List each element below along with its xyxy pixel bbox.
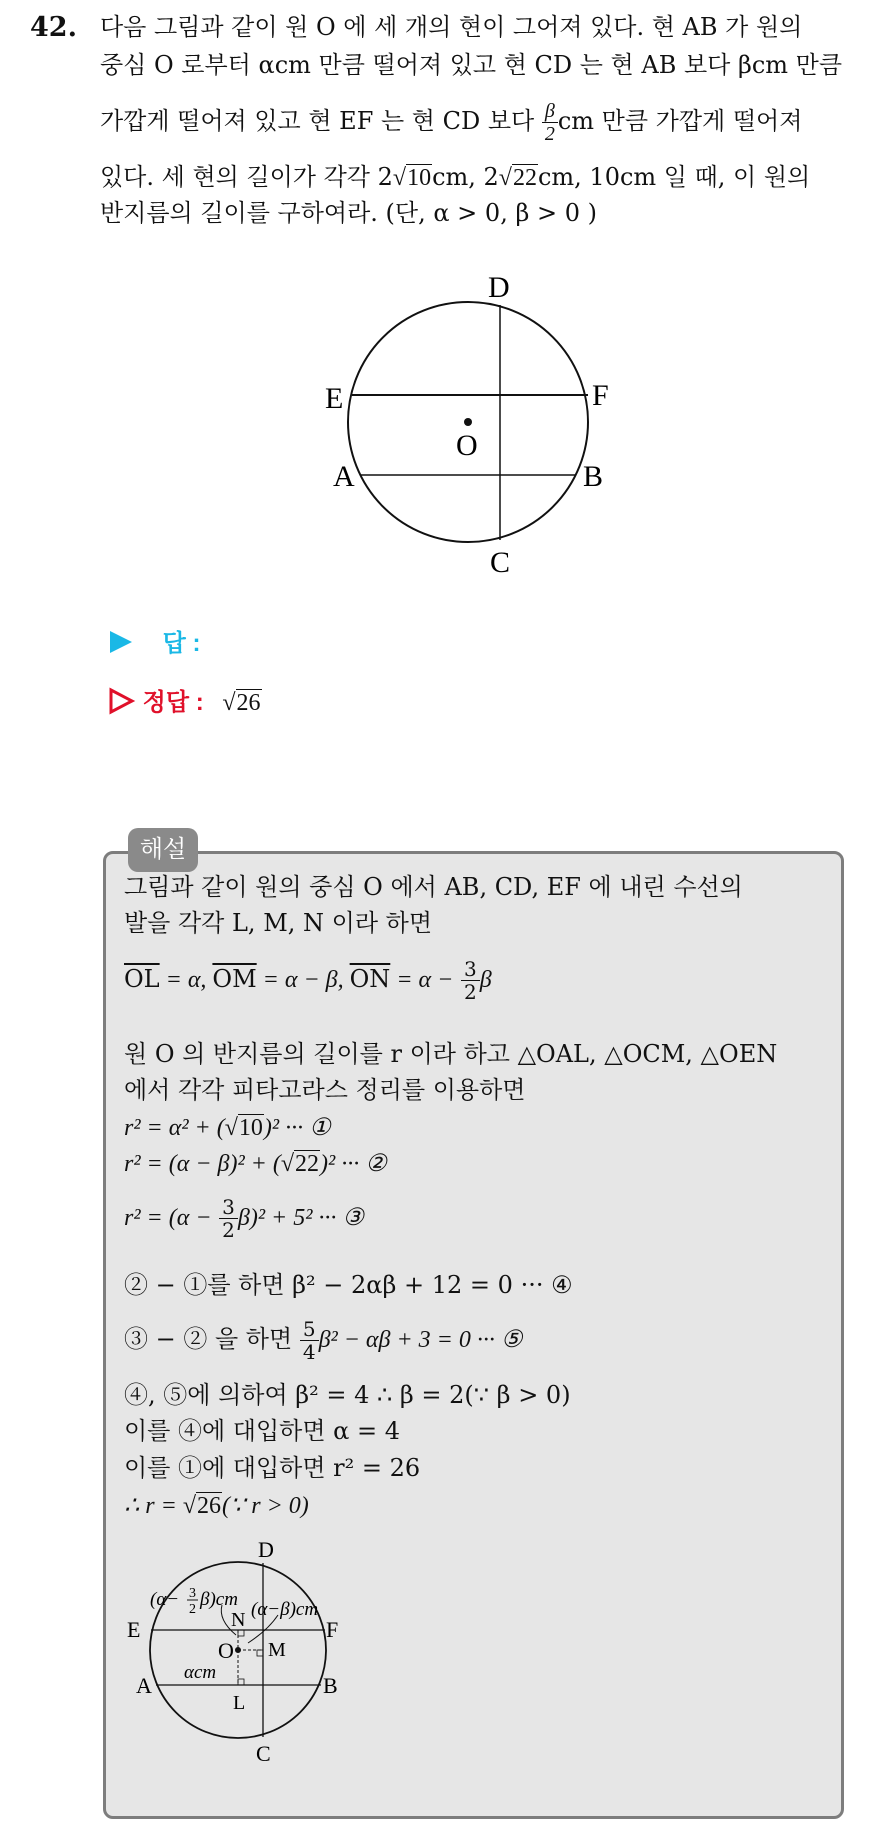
frac-num: 3 — [461, 958, 480, 981]
sqrt-radicand: 10 — [238, 1115, 263, 1141]
frac-den: 2 — [463, 980, 477, 1004]
right-angle-m — [257, 1650, 263, 1656]
label-o: O — [456, 429, 478, 462]
solution-line-2: 발을 각각 L, M, N 이라 하면 — [124, 909, 433, 937]
sqrt-10: √10 — [224, 1115, 263, 1141]
answer-prompt-label: 답 : — [162, 630, 201, 657]
solution-tag: 해설 — [128, 828, 198, 872]
label-c: C — [490, 546, 511, 579]
label-n: N — [231, 1609, 246, 1631]
question-line-3 — [100, 100, 802, 145]
label-en-distance-post: β)cm — [200, 1589, 238, 1610]
label-d: D — [258, 1537, 274, 1562]
solution-line-12: 이를 ④에 대입하면 α = 4 — [124, 1417, 401, 1445]
s14-a: ∴ r = — [124, 1493, 177, 1519]
center-point — [235, 1647, 241, 1653]
label-ol-distance: αcm — [184, 1662, 217, 1683]
label-c: C — [256, 1741, 271, 1766]
sqrt-22: √22 — [498, 165, 537, 191]
question-line-5: 반지름의 길이를 구하여라. (단, α > 0, β > 0 ) — [100, 199, 597, 227]
fraction-five-quarters — [300, 1318, 319, 1363]
solution-line-3 — [124, 958, 492, 1003]
label-f: F — [592, 379, 609, 412]
eq2-b: )² ··· ② — [320, 1151, 387, 1177]
equation-5 — [124, 1318, 522, 1363]
correct-answer-label: 정답 : — [142, 689, 204, 716]
sqrt-radicand: 10 — [407, 165, 432, 191]
label-a: A — [136, 1673, 152, 1698]
label-l: L — [233, 1692, 246, 1714]
eq5-b: β² − αβ + 3 = 0 ··· ⑤ — [318, 1327, 523, 1353]
question-line-2: 중심 O 로부터 αcm 만큼 떨어져 있고 현 CD 는 현 AB 보다 βcm 만큼 — [100, 51, 843, 79]
sqrt-22: √22 — [280, 1151, 320, 1177]
label-e: E — [127, 1617, 141, 1642]
fraction-three-halves — [461, 958, 480, 1003]
label-d: D — [488, 271, 510, 304]
label-om-distance: (α−β)cm — [251, 1599, 319, 1620]
question-number: 42. — [30, 12, 77, 43]
s3d: = α − β, — [256, 967, 350, 993]
question-line-1: 다음 그림과 같이 원 O 에 세 개의 현이 그어져 있다. 현 AB 가 원의 — [100, 13, 803, 41]
frac-num: β — [542, 100, 558, 123]
label-en-frac-num: 3 — [189, 1586, 196, 1601]
play-triangle-icon — [108, 629, 134, 655]
fraction-three-halves — [219, 1196, 238, 1241]
sqrt-radicand: 22 — [512, 165, 537, 191]
solution-circle-figure — [118, 1535, 378, 1770]
q4-pre: 있다. 세 현의 길이가 각각 2 — [100, 163, 393, 191]
frac-den: 2 — [222, 1218, 235, 1242]
solution-line-13: 이를 ①에 대입하면 r² = 26 — [124, 1454, 421, 1482]
q4-post: cm, 10cm 일 때, 이 원의 — [537, 163, 811, 191]
solution-line-5: 에서 각각 피타고라스 정리를 이용하면 — [124, 1076, 526, 1104]
eq2-a: r² = (α − β)² + ( — [124, 1151, 281, 1177]
eq1-b: )² ··· ① — [263, 1115, 331, 1141]
sqrt-10: √10 — [392, 165, 432, 191]
question-line-3-post: cm 만큼 가깝게 떨어져 — [557, 107, 803, 135]
s3g: β — [479, 967, 492, 993]
label-a: A — [333, 460, 355, 493]
seg-on: $\overline{ON}$ — [349, 965, 391, 993]
seg-ol: $\overline{OL}$ — [124, 965, 160, 993]
equation-1 — [124, 1110, 331, 1145]
solution-line-1 — [124, 870, 743, 904]
s14-b: (∵ r > 0) — [221, 1493, 309, 1519]
solution-line-14 — [124, 1488, 309, 1523]
label-e: E — [325, 382, 344, 415]
label-en-frac-den: 2 — [189, 1602, 196, 1617]
label-b: B — [323, 1673, 338, 1698]
question-line-3-pre: 가깝게 떨어져 있고 현 EF 는 현 CD 보다 — [100, 107, 535, 135]
seg-om: $\overline{OM}$ — [212, 965, 257, 993]
sqrt-radicand: 26 — [236, 690, 261, 716]
s3b: = α, — [159, 967, 213, 993]
label-f: F — [326, 1617, 339, 1642]
right-angle-l — [238, 1679, 244, 1685]
fraction-beta-half — [542, 100, 558, 145]
frac-den: 4 — [302, 1340, 316, 1364]
solution-line-11: ④, ⑤에 의하여 β² = 4 ∴ β = 2(∵ β > 0) — [124, 1381, 571, 1409]
s1: 그림과 같이 원의 중심 O 에서 AB, CD, EF 에 내린 수선의 — [124, 873, 743, 901]
correct-answer-row — [108, 682, 262, 717]
center-point — [464, 418, 472, 426]
question-line-4 — [100, 160, 810, 195]
circle-figure — [320, 265, 630, 585]
outline-triangle-icon — [108, 687, 136, 715]
sqrt-radicand: 26 — [196, 1493, 221, 1519]
equation-2 — [124, 1146, 387, 1181]
sqrt-26: √26 — [182, 1493, 221, 1519]
eq3-b: β)² + 5² ··· ③ — [237, 1205, 364, 1231]
label-m: M — [268, 1639, 286, 1661]
label-o: O — [218, 1638, 234, 1663]
eq5-a: ③ − ② 을 하면 — [124, 1325, 293, 1353]
solution-line-4: 원 O 의 반지름의 길이를 r 이라 하고 △OAL, △OCM, △OEN — [124, 1040, 778, 1068]
eq1-a: r² = α² + ( — [124, 1115, 225, 1141]
s3f: = α − — [390, 967, 454, 993]
label-en-distance-pre: (α− — [150, 1589, 180, 1610]
frac-num: 5 — [300, 1318, 319, 1341]
equation-3 — [124, 1196, 364, 1241]
label-b: B — [583, 460, 604, 493]
frac-num: 3 — [219, 1196, 238, 1219]
correct-answer-value: √26 — [222, 690, 261, 716]
equation-4: ② − ①를 하면 β² − 2αβ + 12 = 0 ··· ④ — [124, 1271, 573, 1299]
frac-den: 2 — [544, 123, 555, 145]
eq3-a: r² = (α − — [124, 1205, 212, 1231]
q4-mid: cm, 2 — [432, 163, 499, 191]
sqrt-radicand: 22 — [295, 1151, 320, 1177]
answer-prompt-row — [108, 623, 201, 658]
